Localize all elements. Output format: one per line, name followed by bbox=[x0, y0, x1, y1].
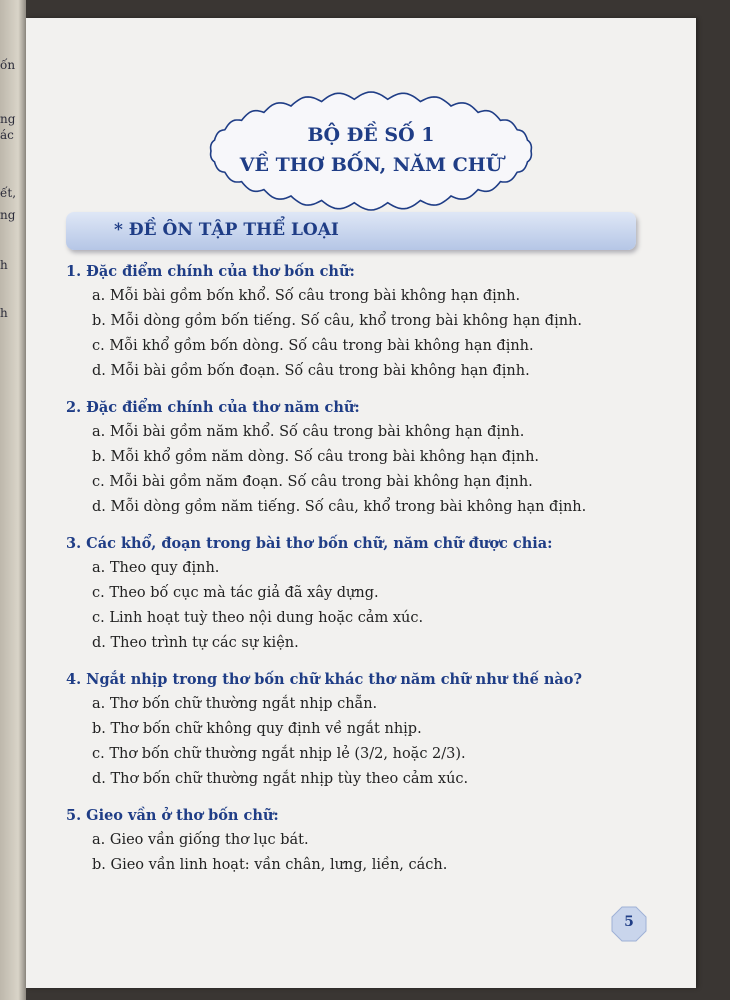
question-item bbox=[66, 396, 666, 520]
book-page bbox=[26, 18, 696, 988]
question-text: 3. Các khổ, đoạn trong bài thơ bốn chữ, năm chữ được chia: bbox=[66, 535, 553, 552]
answer-option: d. Theo trình tự các sự kiện. bbox=[92, 635, 299, 651]
cloud-border-icon bbox=[196, 88, 546, 214]
left-page-fragment: ng bbox=[0, 208, 16, 222]
answer-option: d. Thơ bốn chữ thường ngắt nhịp tùy theo cảm xúc. bbox=[92, 771, 469, 787]
left-page-fragment: ốn bbox=[0, 58, 16, 72]
answer-option: b. Thơ bốn chữ không quy định về ngắt nhịp. bbox=[92, 721, 422, 737]
answer-option: c. Mỗi khổ gồm bốn dòng. Số câu trong bài không hạn định. bbox=[92, 338, 534, 354]
page-number-badge bbox=[611, 906, 647, 942]
answer-option: d. Mỗi dòng gồm năm tiếng. Số câu, khổ trong bài không hạn định. bbox=[92, 499, 587, 515]
question-item bbox=[66, 260, 666, 384]
answer-option: c. Mỗi bài gồm năm đoạn. Số câu trong bài không hạn định. bbox=[92, 474, 533, 490]
question-item bbox=[66, 532, 666, 656]
question-text: 5. Gieo vần ở thơ bốn chữ: bbox=[66, 807, 279, 824]
question-item bbox=[66, 804, 666, 878]
answer-option: a. Gieo vần giống thơ lục bát. bbox=[92, 832, 309, 848]
answer-option: a. Mỗi bài gồm năm khổ. Số câu trong bài không hạn định. bbox=[92, 424, 525, 440]
question-list bbox=[66, 260, 666, 890]
page-title: BỘ ĐỀ SỐ 1 bbox=[307, 124, 435, 146]
answer-option: a. Thơ bốn chữ thường ngắt nhịp chẵn. bbox=[92, 696, 378, 712]
question-text: 4. Ngắt nhịp trong thơ bốn chữ khác thơ năm chữ như thế nào? bbox=[66, 671, 582, 688]
section-banner bbox=[66, 212, 636, 250]
page-subtitle: VỀ THƠ BỐN, NĂM CHỮ bbox=[239, 154, 503, 176]
answer-option: b. Mỗi dòng gồm bốn tiếng. Số câu, khổ trong bài không hạn định. bbox=[92, 313, 582, 329]
answer-option: a. Mỗi bài gồm bốn khổ. Số câu trong bài không hạn định. bbox=[92, 288, 521, 304]
answer-option: b. Gieo vần linh hoạt: vần chân, lưng, liền, cách. bbox=[92, 857, 448, 873]
left-page-fragment: ết, bbox=[0, 186, 17, 200]
left-page-fragment: h bbox=[0, 258, 8, 272]
left-page-fragment: h bbox=[0, 306, 8, 320]
answer-option: c. Linh hoạt tuỳ theo nội dung hoặc cảm xúc. bbox=[92, 610, 424, 626]
question-text: 2. Đặc điểm chính của thơ năm chữ: bbox=[66, 399, 360, 416]
answer-option: c. Theo bố cục mà tác giả đã xây dựng. bbox=[92, 585, 379, 601]
answer-option: b. Mỗi khổ gồm năm dòng. Số câu trong bài không hạn định. bbox=[92, 449, 540, 465]
left-page-fragment: ác bbox=[0, 128, 14, 142]
answer-option: c. Thơ bốn chữ thường ngắt nhịp lẻ (3/2, hoặc 2/3). bbox=[92, 746, 466, 762]
title-cloud-frame bbox=[196, 88, 546, 214]
question-item bbox=[66, 668, 666, 792]
answer-option: d. Mỗi bài gồm bốn đoạn. Số câu trong bài không hạn định. bbox=[92, 363, 530, 379]
left-page-fragment: ng bbox=[0, 112, 16, 126]
left-page-edge bbox=[0, 0, 26, 1000]
answer-option: a. Theo quy định. bbox=[92, 560, 220, 576]
question-text: 1. Đặc điểm chính của thơ bốn chữ: bbox=[66, 263, 355, 280]
section-heading: * ĐỀ ÔN TẬP THỂ LOẠI bbox=[114, 220, 339, 240]
page-number: 5 bbox=[624, 914, 634, 930]
